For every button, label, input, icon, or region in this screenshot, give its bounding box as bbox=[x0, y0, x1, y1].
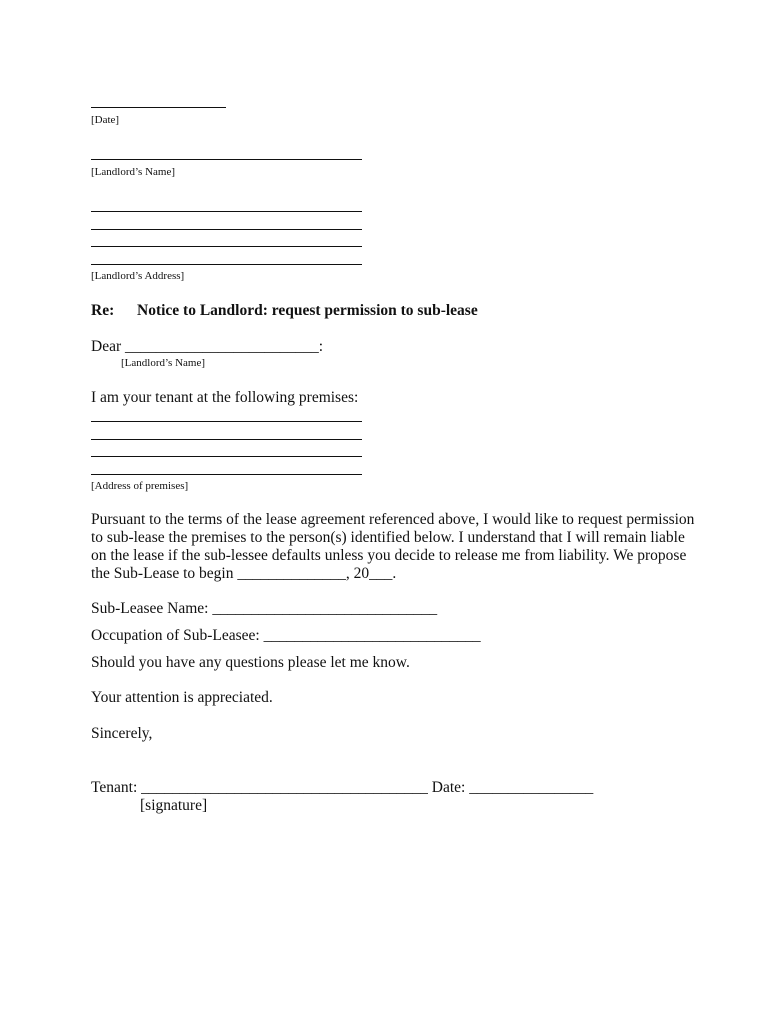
signature-label: [signature] bbox=[140, 797, 208, 814]
sub-leasee-name: Sub-Leasee Name: _____________________________ bbox=[91, 600, 438, 617]
salutation: Dear _________________________: bbox=[91, 338, 324, 355]
landlord-address-line-4 bbox=[91, 264, 362, 265]
landlord-address-line-1 bbox=[91, 211, 362, 212]
sub-leasee-occupation: Occupation of Sub-Leasee: ____________________________ bbox=[91, 627, 481, 644]
landlord-address-line-2 bbox=[91, 229, 362, 230]
landlord-address-line-3 bbox=[91, 246, 362, 247]
re-subject: Notice to Landlord: request permission to sub-lease bbox=[137, 302, 478, 319]
landlord-name-label: [Landlord’s Name] bbox=[91, 166, 175, 178]
landlord-address-label: [Landlord’s Address] bbox=[91, 270, 185, 282]
body-line-2: to sub-lease the premises to the person(s) identified below. I understand that I will remain liable bbox=[91, 529, 685, 546]
body-line-4: the Sub-Lease to begin ______________, 20___. bbox=[91, 565, 397, 582]
premises-address-label: [Address of premises] bbox=[91, 480, 189, 492]
re-prefix: Re: bbox=[91, 302, 115, 319]
sincerely-line: Sincerely, bbox=[91, 725, 153, 742]
body-line-3: on the lease if the sub-lessee defaults unless you decide to release me from liability. We propose bbox=[91, 547, 687, 564]
date-line bbox=[91, 107, 226, 108]
body-line-1: Pursuant to the terms of the lease agreement referenced above, I would like to request permission bbox=[91, 511, 695, 528]
premises-line-2 bbox=[91, 439, 362, 440]
landlord-name-line bbox=[91, 159, 362, 160]
premises-line-4 bbox=[91, 474, 362, 475]
attention-line: Your attention is appreciated. bbox=[91, 689, 273, 706]
premises-line-3 bbox=[91, 456, 362, 457]
questions-line: Should you have any questions please let me know. bbox=[91, 654, 410, 671]
date-label: [Date] bbox=[91, 114, 120, 126]
salutation-name-label: [Landlord’s Name] bbox=[121, 357, 205, 369]
premises-intro: I am your tenant at the following premises: bbox=[91, 389, 359, 406]
premises-line-1 bbox=[91, 421, 362, 422]
body-paragraph bbox=[91, 511, 695, 583]
tenant-signature-line: Tenant: _____________________________________ Date: ________________ bbox=[91, 779, 594, 796]
